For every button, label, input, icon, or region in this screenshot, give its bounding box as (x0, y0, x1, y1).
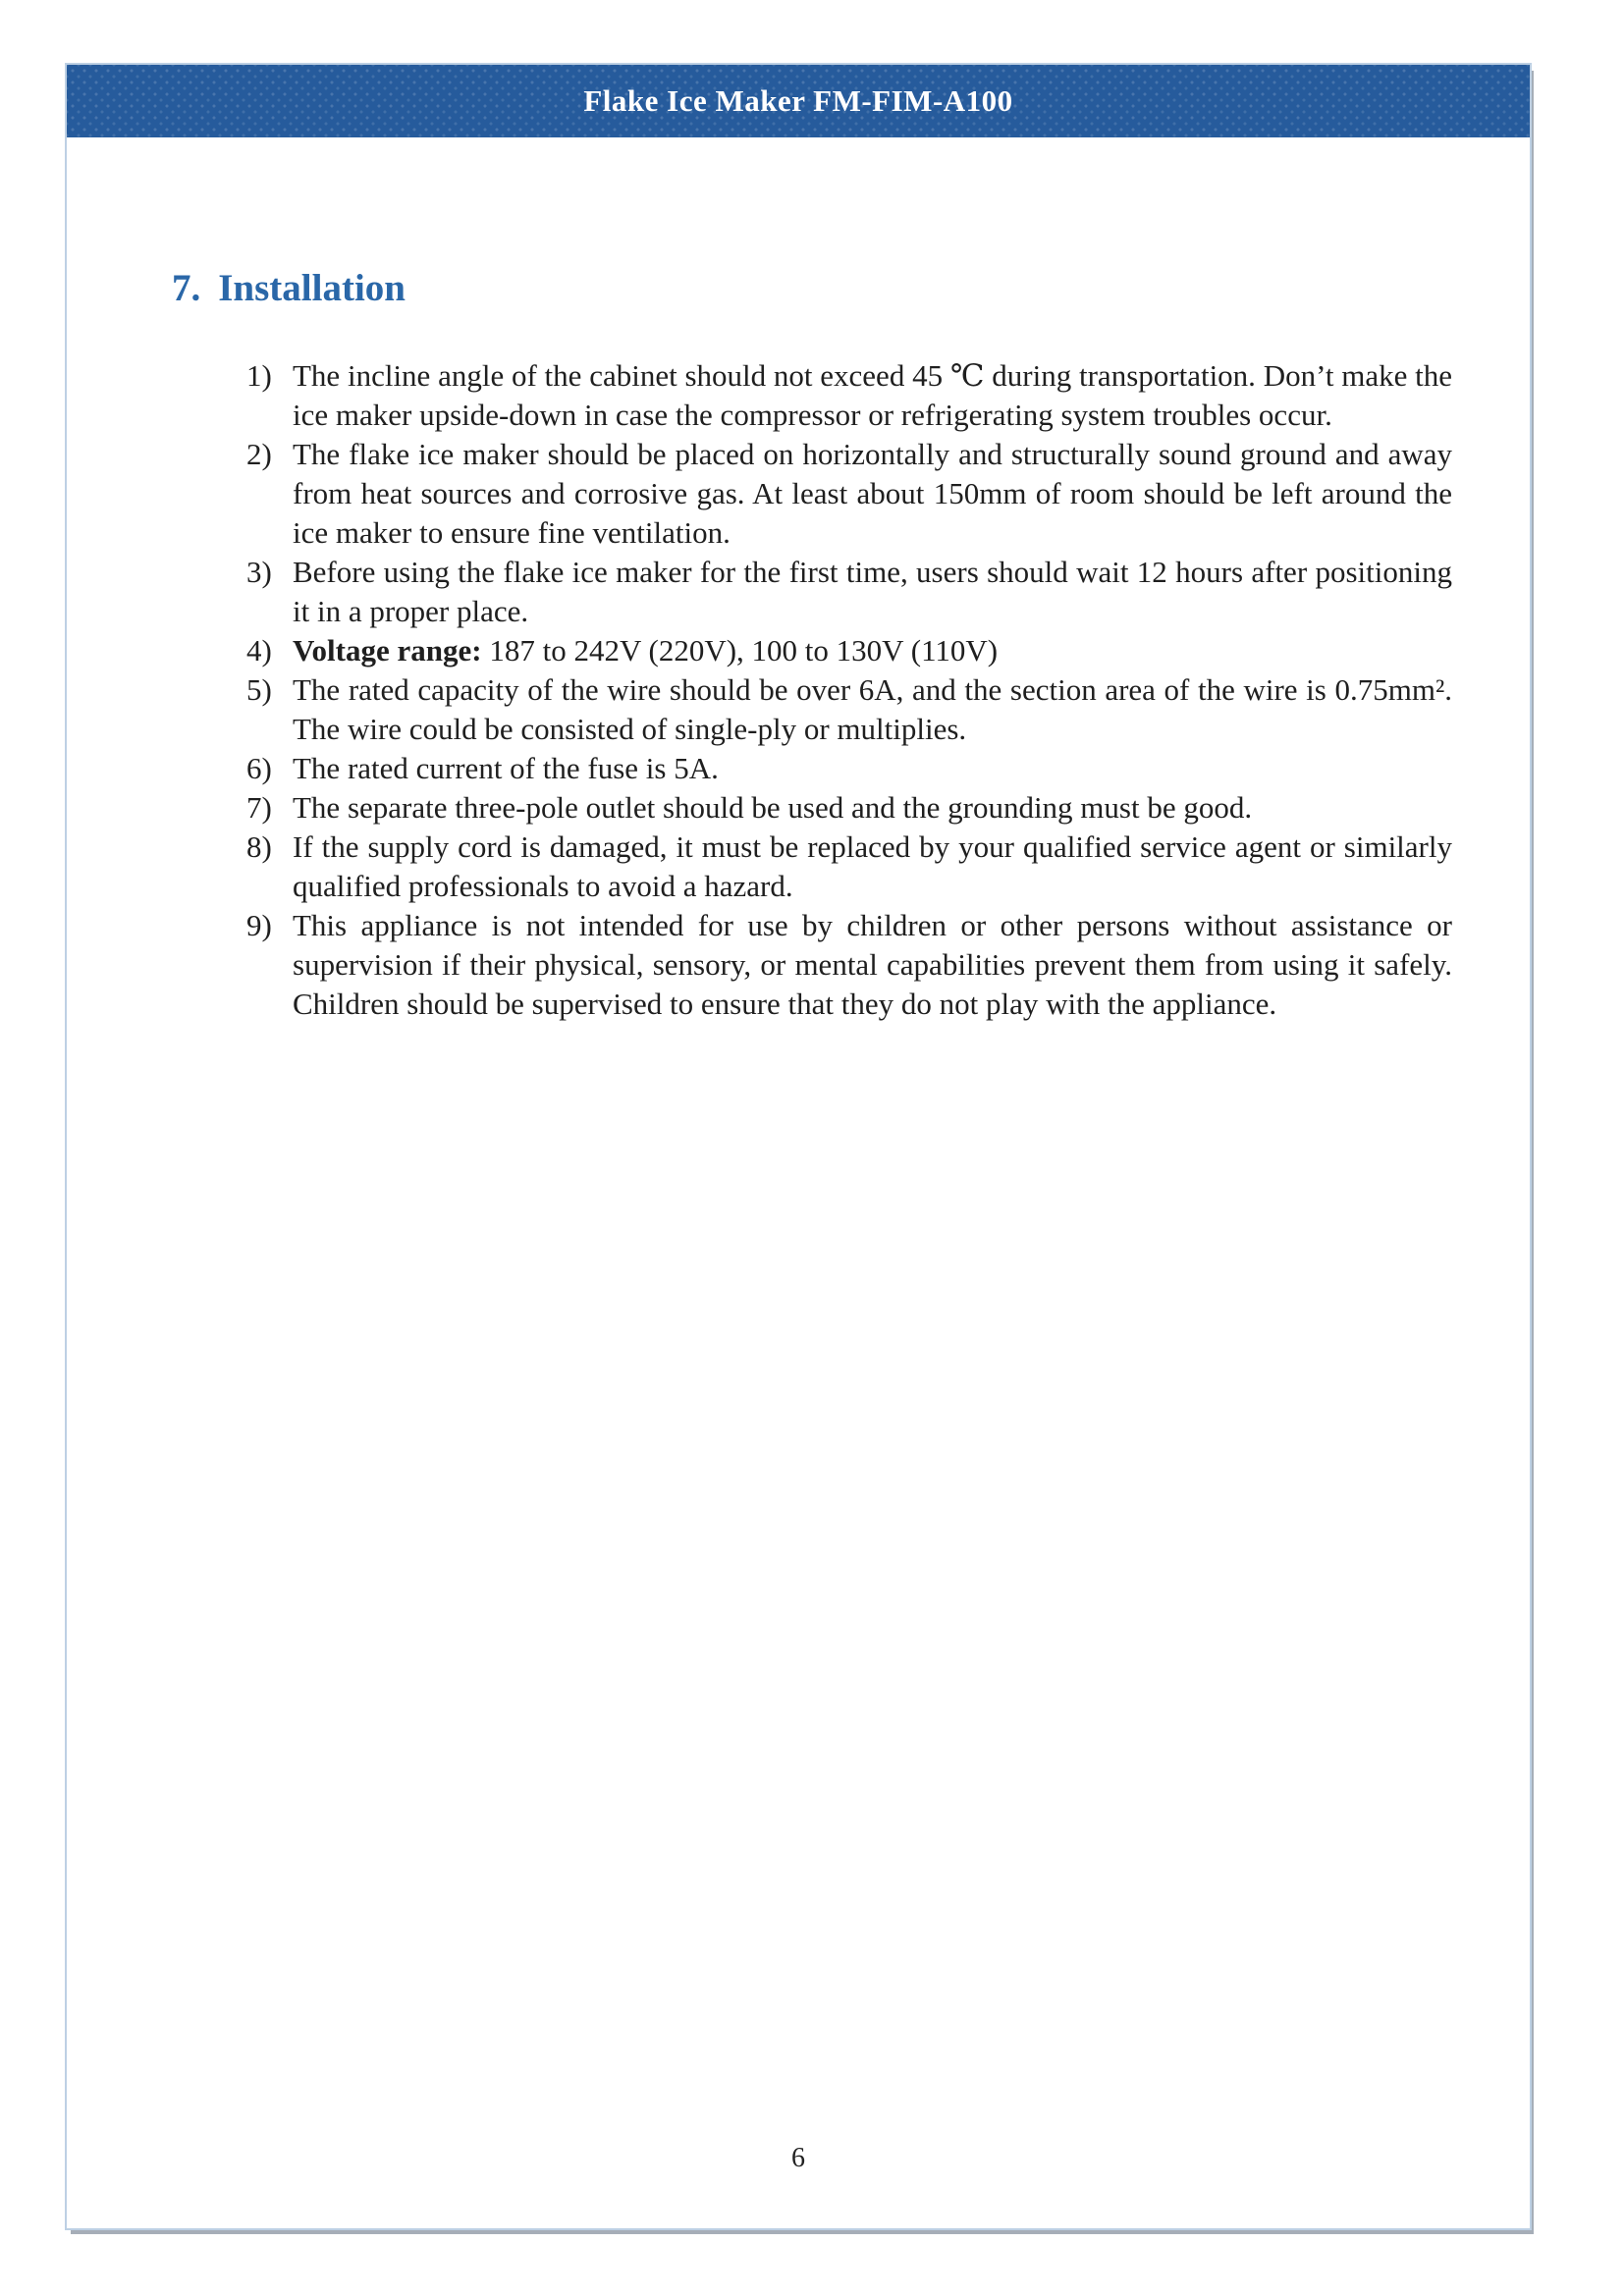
section-number: 7. (172, 267, 201, 309)
list-item-body: If the supply cord is damaged, it must be replaced by your qualified service agent or similarly qualified professionals to avoid a hazard. (293, 828, 1452, 903)
list-item (246, 631, 1452, 670)
list-item-text (293, 631, 1452, 670)
list-item-text (293, 749, 1452, 788)
list-item (246, 906, 1452, 1024)
list-item (246, 356, 1452, 435)
list-item-number: 9) (246, 907, 272, 942)
list-item-body: The separate three-pole outlet should be used and the grounding must be good. (293, 789, 1253, 825)
page-number: 6 (791, 2143, 805, 2173)
page-content (67, 265, 1530, 1024)
list-item-text (293, 435, 1452, 553)
list-item-text (293, 828, 1452, 906)
list-item-text (293, 906, 1452, 1024)
list-item (246, 828, 1452, 906)
list-item-number: 2) (246, 436, 272, 471)
document-title: Flake Ice Maker FM-FIM-A100 (583, 83, 1013, 118)
list-item-number: 3) (246, 554, 272, 589)
list-item (246, 749, 1452, 788)
list-item-body: The rated capacity of the wire should be over 6A, and the section area of the wire is 0.75mm². The wire could be consisted of single-ply or multiplies. (293, 671, 1452, 746)
list-item-text (293, 553, 1452, 631)
list-item (246, 435, 1452, 553)
list-item-text (293, 356, 1452, 435)
list-item-number: 1) (246, 357, 272, 393)
list-item-body: The rated current of the fuse is 5A. (293, 750, 719, 785)
page-footer (67, 2143, 1530, 2174)
section-title: Installation (218, 267, 406, 309)
document-header-bar (67, 65, 1530, 137)
list-item-number: 8) (246, 828, 272, 864)
list-item-body: This appliance is not intended for use by children or other persons without assistance or supervision if their physical, sensory, or mental capabilities prevent them from using it safely. Children should be supervised to ensure that they do not play with the appliance. (293, 907, 1452, 1021)
list-item-bold-label: Voltage range: (293, 632, 490, 667)
installation-list (246, 356, 1452, 1024)
list-item-body: 187 to 242V (220V), 100 to 130V (110V) (489, 632, 999, 667)
list-item-number: 6) (246, 750, 272, 785)
list-item-body: The flake ice maker should be placed on horizontally and structurally sound ground and away from heat sources and corrosive gas. At least about 150mm of room should be left around the ice maker to ensure fine ventilation. (293, 436, 1452, 550)
list-item (246, 788, 1452, 828)
list-item-number: 7) (246, 789, 272, 825)
list-item-number: 5) (246, 671, 272, 707)
list-item-body: The incline angle of the cabinet should not exceed 45 ℃ during transportation. Don’t make the ice maker upside-down in case the compressor or refrigerating system troubles occur. (293, 357, 1452, 432)
list-item (246, 553, 1452, 631)
section-heading (172, 265, 1530, 313)
list-item-text (293, 788, 1452, 828)
list-item-body: Before using the flake ice maker for the first time, users should wait 12 hours after positioning it in a proper place. (293, 554, 1452, 628)
document-page (65, 63, 1532, 2230)
list-item-text (293, 670, 1452, 749)
list-item (246, 670, 1452, 749)
list-item-number: 4) (246, 632, 272, 667)
